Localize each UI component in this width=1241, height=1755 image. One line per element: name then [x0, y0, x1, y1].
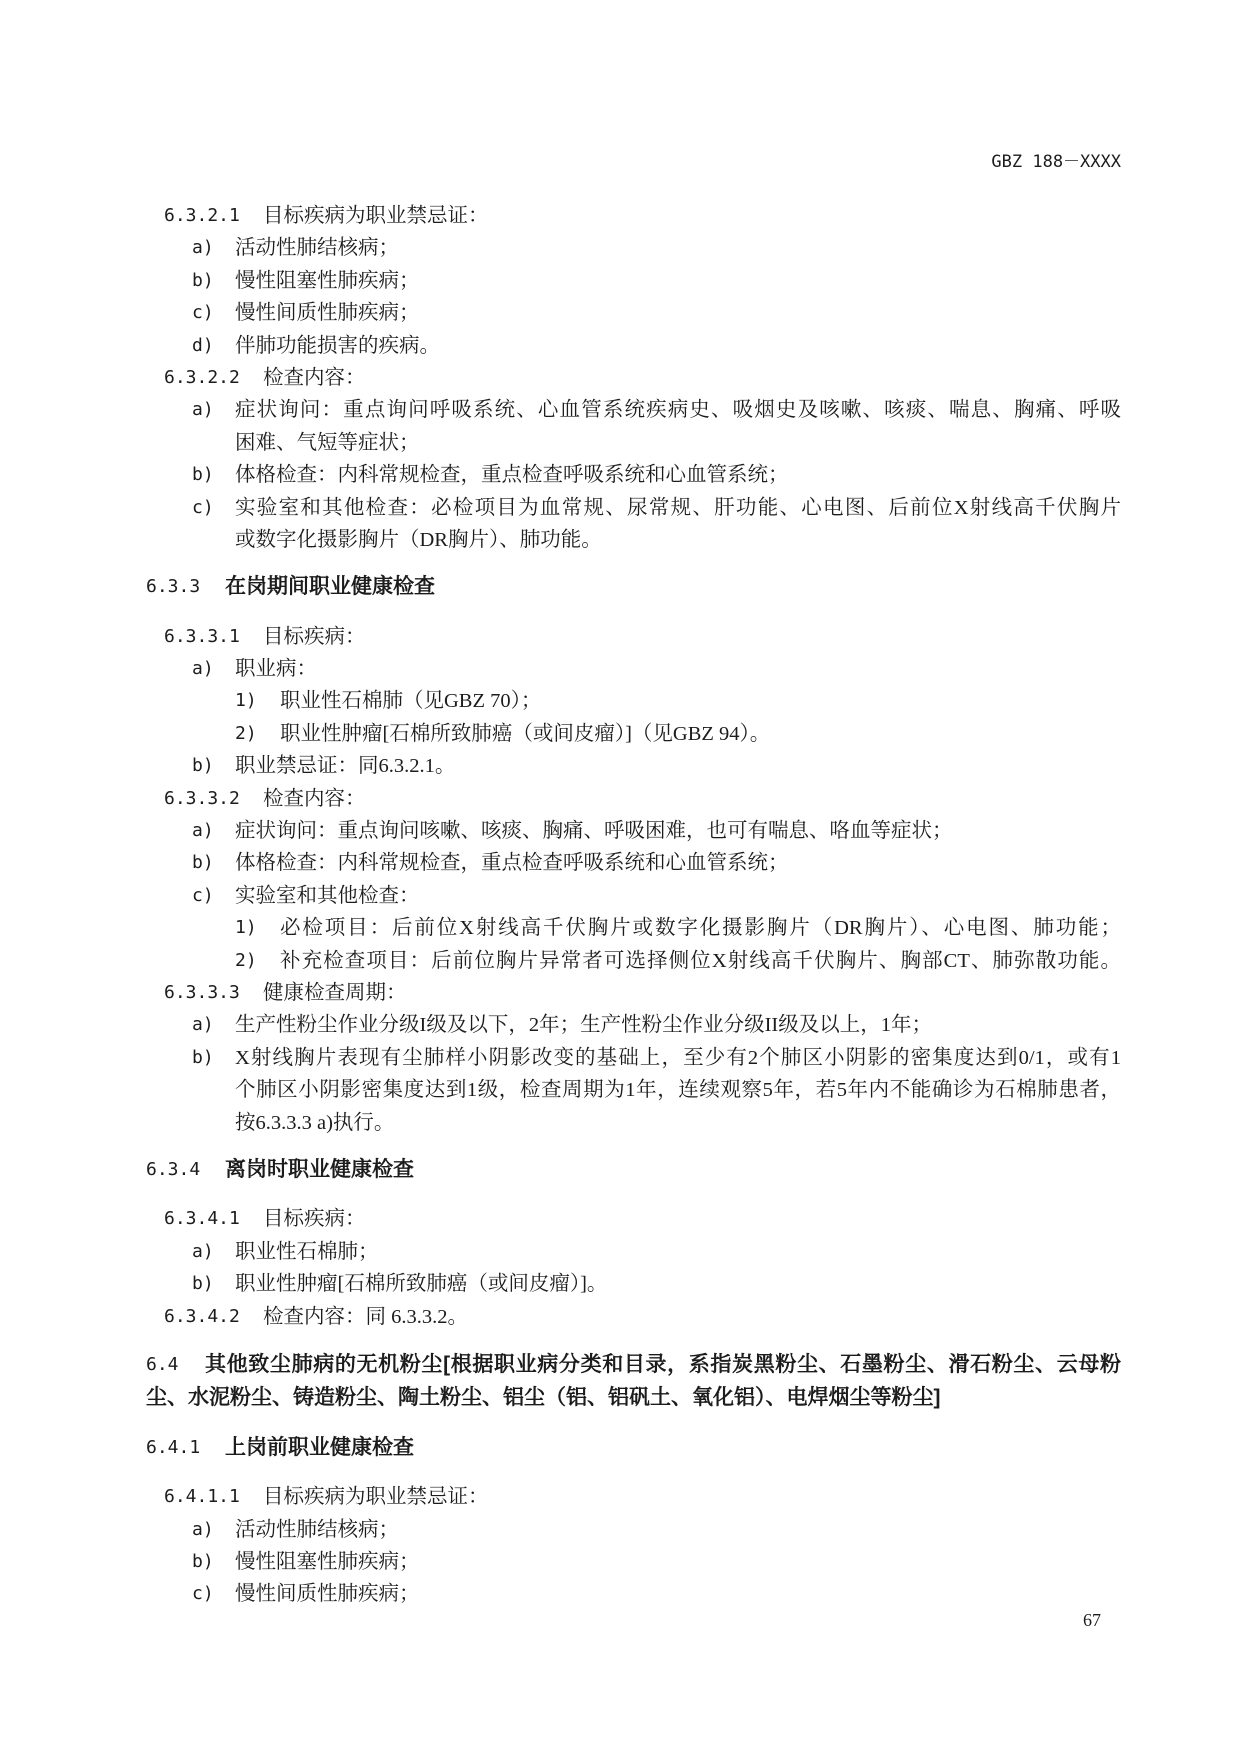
list-item-text: 体格检查：内科常规检查，重点检查呼吸系统和心血管系统；: [235, 852, 789, 875]
section-heading-6-3-4: [0, 1154, 1241, 1186]
sub-list-marker: 2): [235, 949, 257, 971]
list-item-text: 或数字化摄影胸片（DR胸片）、肺功能。: [235, 528, 602, 551]
list-item: [0, 1268, 1241, 1300]
clause-6-3-4-1: [0, 1203, 1241, 1235]
clause-title: 目标疾病为职业禁忌证：: [263, 1486, 489, 1509]
list-item-continuation: [0, 524, 1241, 556]
list-marker: b): [192, 1273, 214, 1295]
list-item-text: X射线胸片表现有尘肺样小阴影改变的基础上，至少有2个肺区小阴影的密集度达到0/1，或有1: [235, 1046, 1121, 1069]
list-item: [0, 1514, 1241, 1546]
section-heading-line: [0, 1348, 1241, 1382]
list-marker: b): [192, 1046, 214, 1068]
section-heading-line: [0, 1381, 1241, 1415]
page-body: [0, 200, 1241, 1611]
list-marker: c): [192, 884, 214, 906]
list-item: [0, 1578, 1241, 1610]
clause-6-3-4-2: [0, 1301, 1241, 1333]
list-item-text: 个肺区小阴影密集度达到1级，检查周期为1年，连续观察5年，若5年内不能确诊为石棉肺患者，: [235, 1079, 1121, 1102]
list-item-text: 慢性间质性肺疾病；: [235, 1583, 420, 1606]
list-item-text: 职业性肿瘤[石棉所致肺癌（或间皮瘤）]。: [235, 1273, 608, 1296]
list-marker: c): [192, 1583, 214, 1605]
clause-6-3-3-1: [0, 621, 1241, 653]
list-item-text: 症状询问：重点询问咳嗽、咳痰、胸痛、呼吸困难，也可有喘息、咯血等症状；: [235, 820, 953, 843]
sub-list-item: [0, 685, 1241, 717]
clause-6-3-3-2: [0, 783, 1241, 815]
list-item: [0, 1042, 1241, 1074]
list-marker: a): [192, 820, 214, 842]
clause-number: 6.3.2.1: [164, 205, 240, 226]
clause-number: 6.4.1.1: [164, 1486, 240, 1508]
running-header: GBZ 188－XXXX: [991, 152, 1121, 172]
section-title: 上岗前职业健康检查: [225, 1435, 414, 1459]
list-item-text: 慢性间质性肺疾病；: [235, 302, 420, 325]
sub-list-marker: 2): [235, 722, 257, 744]
list-marker: a): [192, 1014, 214, 1036]
sub-list-item-text: 补充检查项目：后前位胸片异常者可选择侧位X射线高千伏胸片、胸部CT、肺弥散功能。: [280, 949, 1121, 972]
list-item-text: 体格检查：内科常规检查，重点检查呼吸系统和心血管系统；: [235, 464, 789, 487]
clause-number: 6.3.3.3: [164, 981, 240, 1003]
list-marker: b): [192, 269, 214, 291]
list-item-text: 症状询问：重点询问呼吸系统、心血管系统疾病史、吸烟史及咳嗽、咳痰、喘息、胸痛、呼吸: [235, 399, 1121, 422]
clause-title: 目标疾病：: [263, 1208, 366, 1231]
list-item-text: 慢性阻塞性肺疾病；: [235, 269, 420, 292]
clause-6-3-2-1: [0, 200, 1241, 232]
list-item: [0, 750, 1241, 782]
list-item-text: 活动性肺结核病；: [235, 237, 399, 260]
clause-6-4-1-1: [0, 1481, 1241, 1513]
section-title: 离岗时职业健康检查: [225, 1157, 414, 1181]
list-item-text: 按6.3.3.3 a)执行。: [235, 1111, 395, 1134]
list-item: [0, 653, 1241, 685]
list-marker: b): [192, 464, 214, 486]
sub-list-item-text: 必检项目：后前位X射线高千伏胸片或数字化摄影胸片（DR胸片）、心电图、肺功能；: [280, 917, 1121, 940]
list-item: [0, 815, 1241, 847]
section-title-continuation: 尘、水泥粉尘、铸造粉尘、陶土粉尘、铝尘（铝、铝矾土、氧化铝）、电焊烟尘等粉尘]: [146, 1386, 941, 1410]
list-item: [0, 847, 1241, 879]
sub-list-item-text: 职业性肿瘤[石棉所致肺癌（或间皮瘤）]（见GBZ 94）。: [280, 722, 771, 745]
list-marker: a): [192, 658, 214, 680]
list-marker: c): [192, 496, 214, 518]
clause-number: 6.3.2.2: [164, 366, 240, 388]
section-title: 在岗期间职业健康检查: [225, 575, 435, 599]
list-item-text: 实验室和其他检查：: [235, 884, 420, 907]
sub-list-item: [0, 718, 1241, 750]
list-item-text: 伴肺功能损害的疾病。: [235, 334, 440, 357]
list-item-text: 生产性粉尘作业分级I级及以下，2年；生产性粉尘作业分级II级及以上，1年；: [235, 1014, 932, 1037]
list-item: [0, 232, 1241, 264]
page-number: 67: [1083, 1610, 1101, 1630]
list-item: [0, 492, 1241, 524]
list-item-text: 职业病：: [235, 658, 317, 681]
list-item: [0, 394, 1241, 426]
list-item: [0, 1236, 1241, 1268]
section-number: 6.3.3: [146, 576, 201, 598]
section-heading-6-4-1: [0, 1432, 1241, 1464]
list-item: [0, 265, 1241, 297]
list-item: [0, 330, 1241, 362]
sub-list-item: [0, 912, 1241, 944]
list-item: [0, 880, 1241, 912]
list-item: [0, 1546, 1241, 1578]
list-marker: b): [192, 1551, 214, 1573]
section-number: 6.3.4: [146, 1158, 201, 1180]
list-marker: a): [192, 399, 214, 421]
list-item-continuation: [0, 1074, 1241, 1106]
sub-list-item: [0, 945, 1241, 977]
clause-6-3-3-3: [0, 977, 1241, 1009]
section-title: 其他致尘肺病的无机粉尘[根据职业病分类和目录，系指炭黑粉尘、石墨粉尘、滑石粉尘、云母粉: [205, 1352, 1121, 1376]
list-marker: a): [192, 1518, 214, 1540]
list-item-text: 困难、气短等症状；: [235, 431, 420, 454]
list-marker: d): [192, 334, 214, 356]
list-item-text: 慢性阻塞性肺疾病；: [235, 1551, 420, 1574]
list-item-text: 实验室和其他检查：必检项目为血常规、尿常规、肝功能、心电图、后前位X射线高千伏胸片: [235, 496, 1121, 519]
sub-list-marker: 1): [235, 917, 257, 939]
list-item-text: 职业性石棉肺；: [235, 1240, 379, 1263]
clause-number: 6.3.4.2: [164, 1305, 240, 1327]
section-heading-6-4: [0, 1348, 1241, 1415]
section-heading-6-3-3: [0, 571, 1241, 603]
list-item: [0, 459, 1241, 491]
clause-number: 6.3.3.1: [164, 625, 240, 647]
clause-title: 目标疾病为职业禁忌证：: [263, 205, 489, 227]
list-item: [0, 1009, 1241, 1041]
list-marker: b): [192, 852, 214, 874]
list-marker: a): [192, 1240, 214, 1262]
list-item-text: 活动性肺结核病；: [235, 1518, 399, 1541]
list-marker: a): [192, 237, 214, 259]
list-marker: c): [192, 302, 214, 324]
clause-title: 检查内容：同 6.3.3.2。: [263, 1305, 468, 1328]
sub-list-item-text: 职业性石棉肺（见GBZ 70）；: [280, 690, 542, 713]
list-item-continuation: [0, 427, 1241, 459]
section-number: 6.4.1: [146, 1436, 201, 1458]
clause-number: 6.3.4.1: [164, 1208, 240, 1230]
list-item-continuation: [0, 1107, 1241, 1139]
list-item-text: 职业禁忌证：同6.3.2.1。: [235, 755, 456, 778]
clause-6-3-2-2: [0, 362, 1241, 394]
clause-title: 检查内容：: [263, 366, 366, 389]
clause-number: 6.3.3.2: [164, 787, 240, 809]
clause-title: 健康检查周期：: [263, 981, 407, 1004]
clause-title: 检查内容：: [263, 787, 366, 810]
sub-list-marker: 1): [235, 690, 257, 712]
list-item: [0, 297, 1241, 329]
list-marker: b): [192, 755, 214, 777]
section-number: 6.4: [146, 1353, 179, 1375]
clause-title: 目标疾病：: [263, 625, 366, 648]
